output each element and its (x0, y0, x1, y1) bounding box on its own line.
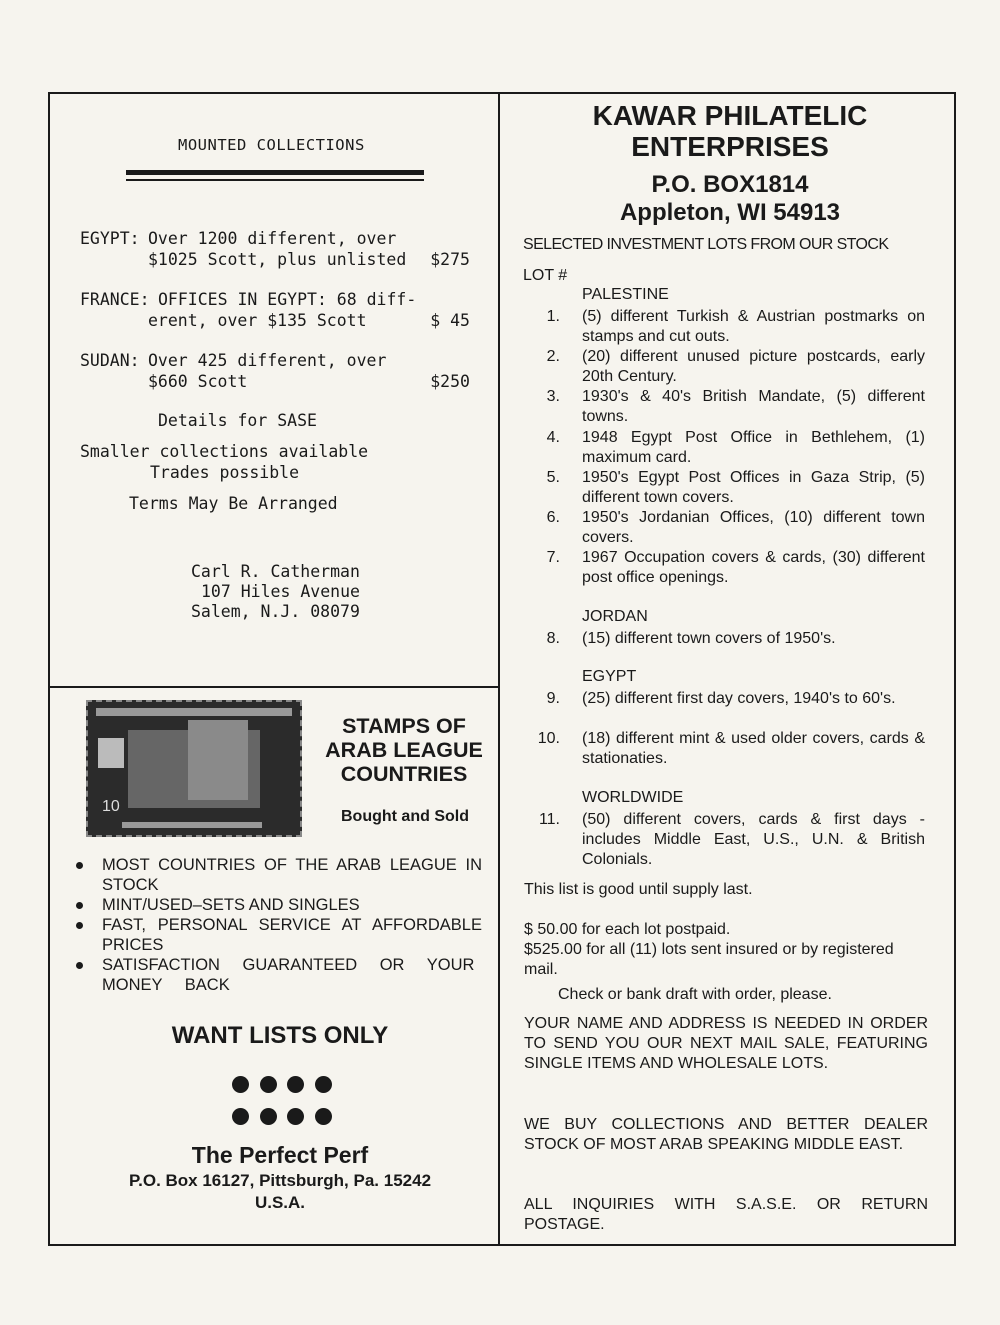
kawar-name-2: ENTERPRISES (631, 131, 829, 162)
lot-item: 1. (5) different Turkish & Austrian postmarks on stamps and cut outs. (546, 308, 925, 345)
arab-headline-1: STAMPS OF (342, 714, 466, 738)
lot-header: LOT # (523, 267, 568, 284)
vertical-divider (498, 92, 500, 1246)
lot-item: 4. 1948 Egypt Post Office in Bethlehem, (1) maximum card. (546, 429, 925, 466)
section-egypt: EGYPT (582, 668, 637, 685)
details-note: Details for SASE (158, 411, 317, 430)
inquiries-paragraph: ALL INQUIRIES WITH S.A.S.E. OR RETURN POSTAGE. (524, 1196, 928, 1233)
lot-item: 10. (18) different mint & used older covers, cards & stationaties. (537, 730, 925, 767)
mounted-title: MOUNTED COLLECTIONS (178, 136, 365, 154)
horizontal-divider (48, 686, 500, 688)
item-desc-line1: OFFICES IN EGYPT: 68 diff- (158, 290, 417, 309)
perfect-perf-country: U.S.A. (254, 1193, 306, 1212)
bullet-icon (76, 922, 83, 929)
price-each: $ 50.00 for each lot postpaid. (524, 921, 731, 938)
kawar-name-1: KAWAR PHILATELIC (592, 100, 868, 131)
item-label: SUDAN: (80, 351, 140, 370)
lot-item: 7. 1967 Occupation covers & cards, (30) different post office openings. (546, 549, 925, 586)
good-until-note: This list is good until supply last. (524, 881, 753, 898)
kawar-box: P.O. BOX1814 (651, 171, 809, 198)
item-price: $ 45 (430, 311, 470, 330)
item-price: $250 (430, 372, 470, 391)
arab-bullet-list (70, 855, 482, 995)
bullet-icon (76, 962, 83, 969)
section-palestine: PALESTINE (582, 286, 669, 303)
arab-subhead: Bought and Sold (341, 808, 469, 825)
item-desc-line2: $660 Scott (148, 372, 248, 391)
dot-ornament-row-2 (232, 1108, 332, 1125)
price-all: $525.00 for all (11) lots sent insured or by registered mail. (524, 941, 894, 978)
kawar-city: Appleton, WI 54913 (619, 199, 841, 226)
dot-ornament-row-1 (232, 1076, 332, 1093)
lot-item: 2. (20) different unused picture postcards, early 20th Century. (546, 348, 925, 385)
trades-note: Trades possible (150, 463, 300, 482)
bullet-item: SATISFACTION GUARANTEED OR YOUR MONEY BACK (70, 955, 482, 995)
perfect-perf-address: P.O. Box 16127, Pittsburgh, Pa. 15242 (128, 1171, 432, 1190)
item-desc-line1: Over 1200 different, over (148, 229, 397, 248)
lot-item: 5. 1950's Egypt Post Offices in Gaza Strip, (5) different town covers. (546, 469, 925, 506)
bullet-item: MOST COUNTRIES OF THE ARAB LEAGUE IN STOCK (70, 855, 482, 895)
arab-headline-2: ARAB LEAGUE (325, 738, 483, 762)
bullet-icon (76, 902, 83, 909)
arab-league-stamp-image (86, 700, 302, 837)
contact-name: Carl R. Catherman (191, 562, 360, 581)
bullet-item: FAST, PERSONAL SERVICE AT AFFORDABLE PRICES (70, 915, 482, 955)
stamp-value: 10 (102, 798, 120, 815)
lot-item: 9. (25) different first day covers, 1940's to 60's. (546, 690, 896, 707)
lot-item: 3. 1930's & 40's British Mandate, (5) different towns. (546, 388, 925, 425)
title-rule-thick (126, 170, 424, 175)
arab-headline-3: COUNTRIES (340, 762, 468, 786)
smaller-note: Smaller collections available (80, 442, 369, 461)
check-note: Check or bank draft with order, please. (558, 986, 832, 1003)
lot-item: 6. 1950's Jordanian Offices, (10) different town covers. (546, 509, 925, 546)
contact-city: Salem, N.J. 08079 (191, 602, 360, 621)
kawar-intro: SELECTED INVESTMENT LOTS FROM OUR STOCK (523, 236, 889, 253)
title-rule-thin (126, 179, 424, 181)
contact-street: 107 Hiles Avenue (201, 582, 360, 601)
bullet-icon (76, 862, 83, 869)
mail-sale-paragraph: YOUR NAME AND ADDRESS IS NEEDED IN ORDER TO SEND YOU OUR NEXT MAIL SALE, FEATURING SINGLE ITEMS AND WHOLESALE LOTS. (524, 1015, 928, 1072)
want-lists-heading: WANT LISTS ONLY (171, 1022, 389, 1049)
terms-note: Terms May Be Arranged (129, 494, 338, 513)
item-label: FRANCE: (80, 290, 150, 309)
lot-item: 11. (50) different covers, cards & first days - includes Middle East, U.S., U.N. & British Colonials. (538, 811, 925, 868)
section-worldwide: WORLDWIDE (582, 789, 684, 806)
item-desc-line2: erent, over $135 Scott (148, 311, 367, 330)
we-buy-paragraph: WE BUY COLLECTIONS AND BETTER DEALER STOCK OF MOST ARAB SPEAKING MIDDLE EAST. (524, 1116, 928, 1153)
section-jordan: JORDAN (582, 608, 648, 625)
item-label: EGYPT: (80, 229, 140, 248)
bullet-item: MINT/USED–SETS AND SINGLES (70, 895, 482, 915)
lot-item: 8. (15) different town covers of 1950's. (546, 630, 836, 647)
item-price: $275 (430, 250, 470, 269)
item-desc-line2: $1025 Scott, plus unlisted (148, 250, 407, 269)
item-desc-line1: Over 425 different, over (148, 351, 387, 370)
perfect-perf-name: The Perfect Perf (191, 1142, 369, 1168)
